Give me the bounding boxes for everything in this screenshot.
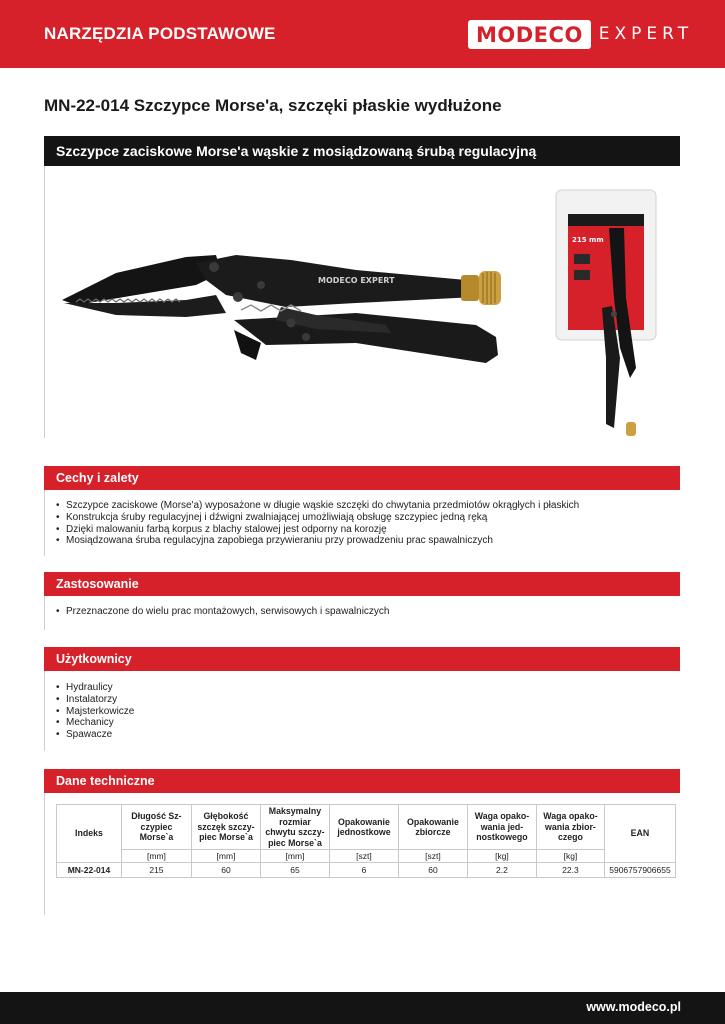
features-heading: Cechy i zalety	[56, 471, 139, 485]
features-list	[56, 500, 579, 547]
left-rule	[44, 596, 45, 630]
column-header: Opakowanie jednostkowe	[329, 805, 398, 850]
package-label: 215 mm	[572, 236, 604, 244]
product-subtitle: Szczypce zaciskowe Morse'a wąskie z mosiądzowaną śrubą regulacyjną	[56, 143, 537, 159]
table-header-row	[57, 805, 676, 850]
blister-package-photo	[554, 188, 658, 448]
left-rule	[44, 793, 45, 915]
list-item: • Spawacze	[56, 729, 134, 741]
column-header: Opakowanie zbiorcze	[398, 805, 467, 850]
modeco-logo	[468, 17, 693, 51]
users-section-header	[44, 647, 680, 671]
column-header: Indeks	[57, 805, 122, 863]
list-item: • Hydraulicy	[56, 682, 134, 694]
locking-pliers-photo	[56, 225, 526, 405]
unit-cell: [mm]	[191, 850, 260, 863]
list-item: • Przeznaczone do wielu prac montażowych, serwisowych i spawalniczych	[56, 606, 389, 618]
list-item: • Dzięki malowaniu farbą korpus z blachy stalowej jest odporny na korozję	[56, 524, 579, 536]
table-cell: MN-22-014	[57, 863, 122, 878]
product-subtitle-bar	[44, 136, 680, 166]
application-heading: Zastosowanie	[56, 577, 139, 591]
technical-data-table	[56, 804, 676, 878]
application-section-header	[44, 572, 680, 596]
unit-cell: [mm]	[260, 850, 329, 863]
unit-cell: [szt]	[398, 850, 467, 863]
list-item: • Mosiądzowana śruba regulacyjna zapobiega przywieraniu przy prowadzeniu prac spawalniczych	[56, 535, 579, 547]
table-cell: 60	[191, 863, 260, 878]
technical-section-header	[44, 769, 680, 793]
page-header	[0, 0, 725, 68]
page-footer	[0, 992, 725, 1024]
column-header: Maksymalny rozmiar chwytu szczy-piec Morse`a	[260, 805, 329, 850]
left-rule	[44, 166, 45, 438]
column-header: Waga opako-wania zbior-czego	[536, 805, 604, 850]
logo-suffix: EXPERT	[598, 24, 694, 44]
website-link[interactable]: www.modeco.pl	[586, 1000, 681, 1014]
table-units-row	[57, 850, 676, 863]
application-list	[56, 606, 389, 618]
product-title: MN-22-014 Szczypce Morse'a, szczęki płaskie wydłużone	[44, 96, 502, 115]
unit-cell: [szt]	[329, 850, 398, 863]
list-item: • Majsterkowicze	[56, 706, 134, 718]
unit-cell: [kg]	[467, 850, 536, 863]
unit-cell: [mm]	[121, 850, 191, 863]
table-cell: 5906757906655	[604, 863, 675, 878]
table-cell: 2.2	[467, 863, 536, 878]
left-rule	[44, 671, 45, 751]
list-item: • Szczypce zaciskowe (Morse'a) wyposażone w długie wąskie szczęki do chwytania przedmiotów okrągłych i płaskich	[56, 500, 579, 512]
left-rule	[44, 490, 45, 556]
unit-cell: [kg]	[536, 850, 604, 863]
column-header: Głębokość szczęk szczy-piec Morse`a	[191, 805, 260, 850]
logo-text: MODECO	[468, 20, 591, 49]
table-cell: 215	[121, 863, 191, 878]
table-cell: 60	[398, 863, 467, 878]
table-row	[57, 863, 676, 878]
table-cell: 22.3	[536, 863, 604, 878]
column-header: Waga opako-wania jed-nostkowego	[467, 805, 536, 850]
table-cell: 65	[260, 863, 329, 878]
category-title: NARZĘDZIA PODSTAWOWE	[44, 24, 276, 43]
users-list	[56, 682, 134, 741]
technical-heading: Dane techniczne	[56, 774, 155, 788]
features-section-header	[44, 466, 680, 490]
table-cell: 6	[329, 863, 398, 878]
list-item: • Instalatorzy	[56, 694, 134, 706]
list-item: • Konstrukcja śruby regulacyjnej i dźwigni zwalniającej umożliwiają obsługę szczypiec jedną ręką	[56, 512, 579, 524]
users-heading: Użytkownicy	[56, 652, 132, 666]
column-header: Długość Sz-czypiec Morse`a	[121, 805, 191, 850]
list-item: • Mechanicy	[56, 717, 134, 729]
tool-engraving: MODECO EXPERT	[318, 276, 395, 285]
column-header: EAN	[604, 805, 675, 863]
